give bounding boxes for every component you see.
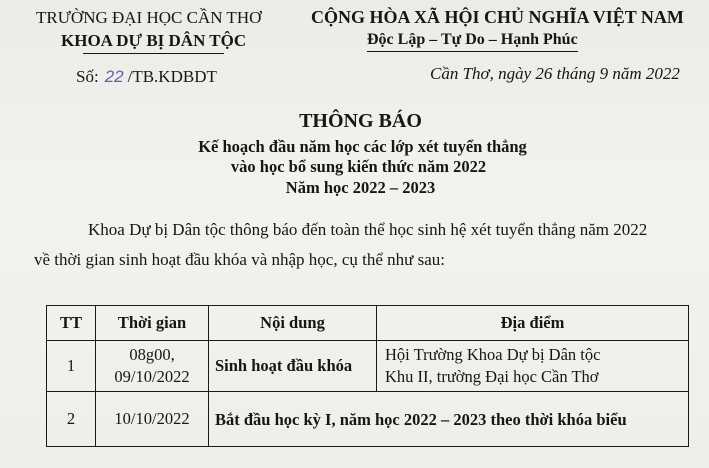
body-paragraph-line-1: Khoa Dự bị Dân tộc thông báo đến toàn thể học sinh hệ xét tuyển thẳng năm 2022 xyxy=(88,220,648,239)
place-date: Cần Thơ, ngày 26 tháng 9 năm 2022 xyxy=(430,64,680,83)
col-header-content: Nội dung xyxy=(209,306,377,341)
cell-content-wide: Bắt đầu học kỳ I, năm học 2022 – 2023 theo thời khóa biểu xyxy=(209,392,689,447)
department-name: KHOA DỰ BỊ DÂN TỘC xyxy=(61,31,247,50)
cell-time-line-1: 08g00, xyxy=(129,345,175,364)
notice-subtitle-1: Kế hoạch đầu năm học các lớp xét tuyển thẳng xyxy=(198,137,527,156)
cell-time xyxy=(96,341,209,392)
ref-suffix: /TB.KDBDT xyxy=(127,67,217,86)
schedule-table xyxy=(46,305,689,447)
notice-school-year: Năm học 2022 – 2023 xyxy=(285,178,436,197)
notice-subtitle-2: vào học bổ sung kiến thức năm 2022 xyxy=(230,157,487,176)
cell-content: Sinh hoạt đầu khóa xyxy=(209,341,377,392)
cell-location xyxy=(377,341,689,392)
cell-time: 10/10/2022 xyxy=(96,392,209,447)
table-header-row xyxy=(47,306,689,341)
ref-prefix: Số: xyxy=(76,67,99,86)
cell-location-line-2: Khu II, trường Đại học Cần Thơ xyxy=(385,367,599,386)
col-header-time: Thời gian xyxy=(96,306,209,341)
school-name: TRƯỜNG ĐẠI HỌC CẦN THƠ xyxy=(36,8,262,27)
notice-title: THÔNG BÁO xyxy=(299,110,422,132)
ref-number-handwritten: 22 xyxy=(104,67,124,86)
national-motto: Độc Lập – Tự Do – Hạnh Phúc xyxy=(367,31,578,48)
cell-location-line-1: Hội Trường Khoa Dự bị Dân tộc xyxy=(385,345,601,364)
body-paragraph-line-2: về thời gian sinh hoạt đầu khóa và nhập học, cụ thể như sau: xyxy=(34,250,445,269)
reference-number xyxy=(76,67,217,87)
national-title: CỘNG HÒA XÃ HỘI CHỦ NGHĨA VIỆT NAM xyxy=(311,7,684,27)
cell-tt: 1 xyxy=(47,341,96,392)
cell-tt: 2 xyxy=(47,392,96,447)
table-row xyxy=(47,341,689,392)
cell-time-line-2: 09/10/2022 xyxy=(114,367,190,386)
col-header-tt: TT xyxy=(47,306,96,341)
table-row xyxy=(47,392,689,447)
col-header-location: Địa điểm xyxy=(377,306,689,341)
